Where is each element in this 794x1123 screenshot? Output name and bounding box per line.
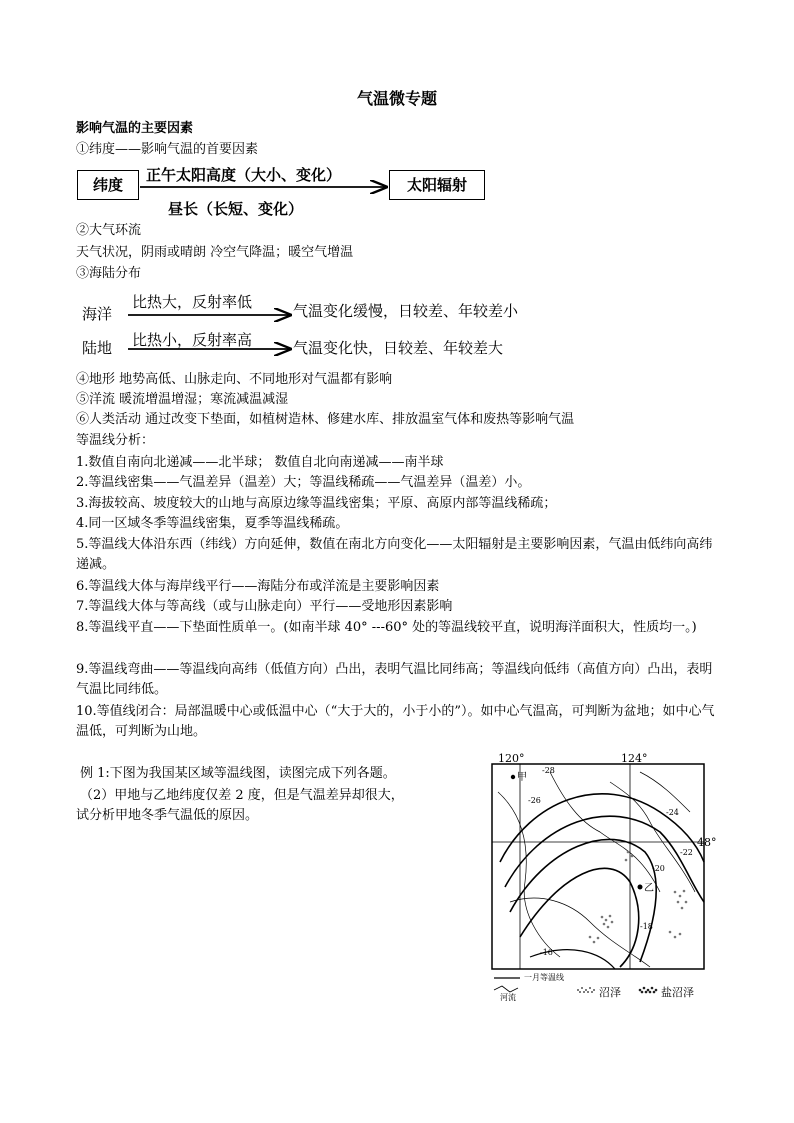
factor6-text: ⑥人类活动 通过改变下垫面，如植树造林、修建水库、排放温室气体和废热等影响气温 — [76, 412, 575, 427]
factor2-text: 天气状况，阴雨或晴朗 冷空气降温；暖空气增温 — [76, 245, 354, 260]
legend-river: 河流 — [500, 993, 516, 1002]
isotherm-label: -16 — [540, 948, 553, 957]
isotherm-item-4: 4.同一区域冬季等温线密集，夏季等温线稀疏。 — [76, 516, 349, 531]
place-yi: 乙 — [644, 883, 654, 894]
example-line-2: （2）甲地与乙地纬度仅差 2 度，但是气温差异却很大， — [80, 788, 404, 803]
factor4-text: ④地形 地势高低、山脉走向、不同地形对气温都有影响 — [76, 372, 393, 387]
legend-swamp: 沼泽 — [599, 986, 621, 999]
isotherm-item-5: 5.等温线大体沿东西（纬线）方向延伸，数值在南北方向变化——太阳辐射是主要影响因素，气温由低纬向高纬递减。 — [76, 537, 713, 572]
legend-saline-swamp: 盐沼泽 — [661, 986, 694, 999]
lon-label-right: 124° — [621, 752, 648, 765]
factor2-heading: ②大气环流 — [76, 223, 142, 238]
isotherm-item-9: 9.等温线弯曲——等温线向高纬（低值方向）凸出，表明气温比同纬高；等温线向低纬（高值方向）凸出，表明气温比同纬低。 — [76, 662, 713, 697]
isotherm-label: -24 — [666, 808, 679, 817]
factor3-heading: ③海陆分布 — [76, 266, 142, 281]
isotherm-label: -22 — [680, 848, 693, 857]
land-label: 陆地 — [82, 339, 113, 357]
isotherm-item-6: 6.等温线大体与海岸线平行——海陆分布或洋流是主要影响因素 — [76, 579, 440, 594]
example-line-1: 例 1:下图为我国某区域等温线图，读图完成下列各题。 — [80, 766, 396, 781]
example-line-3: 试分析甲地冬季气温低的原因。 — [76, 808, 259, 823]
isotherm-map — [490, 752, 722, 1002]
isotherm-label: -28 — [542, 766, 555, 775]
sea-arrow-text: 比热大，反射率低 — [132, 293, 253, 311]
latitude-box: 纬度 — [77, 170, 139, 200]
sea-label: 海洋 — [82, 305, 113, 323]
isotherm-label: -20 — [652, 864, 665, 873]
isotherm-heading: 等温线分析： — [76, 433, 155, 448]
page-title: 气温微专题 — [356, 89, 437, 108]
isotherm-item-2: 2.等温线密集——气温差异（温差）大；等温线稀疏——气温差异（温差）小。 — [76, 475, 531, 490]
section-heading: 影响气温的主要因素 — [76, 121, 194, 136]
lat-label: 48° — [697, 836, 717, 849]
land-result: 气温变化快，日较差、年较差大 — [293, 339, 504, 357]
place-jia: 甲 — [517, 772, 527, 783]
isotherm-item-10: 10.等值线闭合：局部温暖中心或低温中心（“大于大的，小于小的”）。如中心气温高，可判断为盆地；如中心气温低，可判断为山地。 — [76, 704, 715, 739]
factor1-heading: ①纬度——影响气温的首要因素 — [76, 142, 259, 157]
legend-isotherm: 一月等温线 — [524, 973, 564, 982]
day-length-text: 昼长（长短、变化） — [168, 200, 304, 218]
isotherm-item-8: 8.等温线平直——下垫面性质单一。(如南半球 40° ---60° 处的等温线较平直，说明海洋面积大，性质均一。) — [76, 620, 697, 635]
isotherm-label: -26 — [528, 796, 541, 805]
factor5-text: ⑤洋流 暖流增温增湿；寒流减温减湿 — [76, 392, 289, 407]
isotherm-label: -18 — [640, 922, 653, 931]
isotherm-item-7: 7.等温线大体与等高线（或与山脉走向）平行——受地形因素影响 — [76, 599, 453, 614]
isotherm-item-3: 3.海拔较高、坡度较大的山地与高原边缘等温线密集；平原、高原内部等温线稀疏； — [76, 496, 557, 511]
sea-result: 气温变化缓慢，日较差、年较差小 — [293, 302, 519, 320]
isotherm-map-drawing — [490, 752, 722, 1002]
isotherm-item-1: 1.数值自南向北递减——北半球； 数值自北向南递减——南半球 — [76, 455, 444, 470]
land-arrow-text: 比热小，反射率高 — [132, 331, 253, 349]
solar-radiation-box: 太阳辐射 — [389, 170, 485, 200]
lon-label-left: 120° — [498, 752, 525, 765]
noon-sun-height-text: 正午太阳高度（大小、变化） — [146, 166, 342, 184]
